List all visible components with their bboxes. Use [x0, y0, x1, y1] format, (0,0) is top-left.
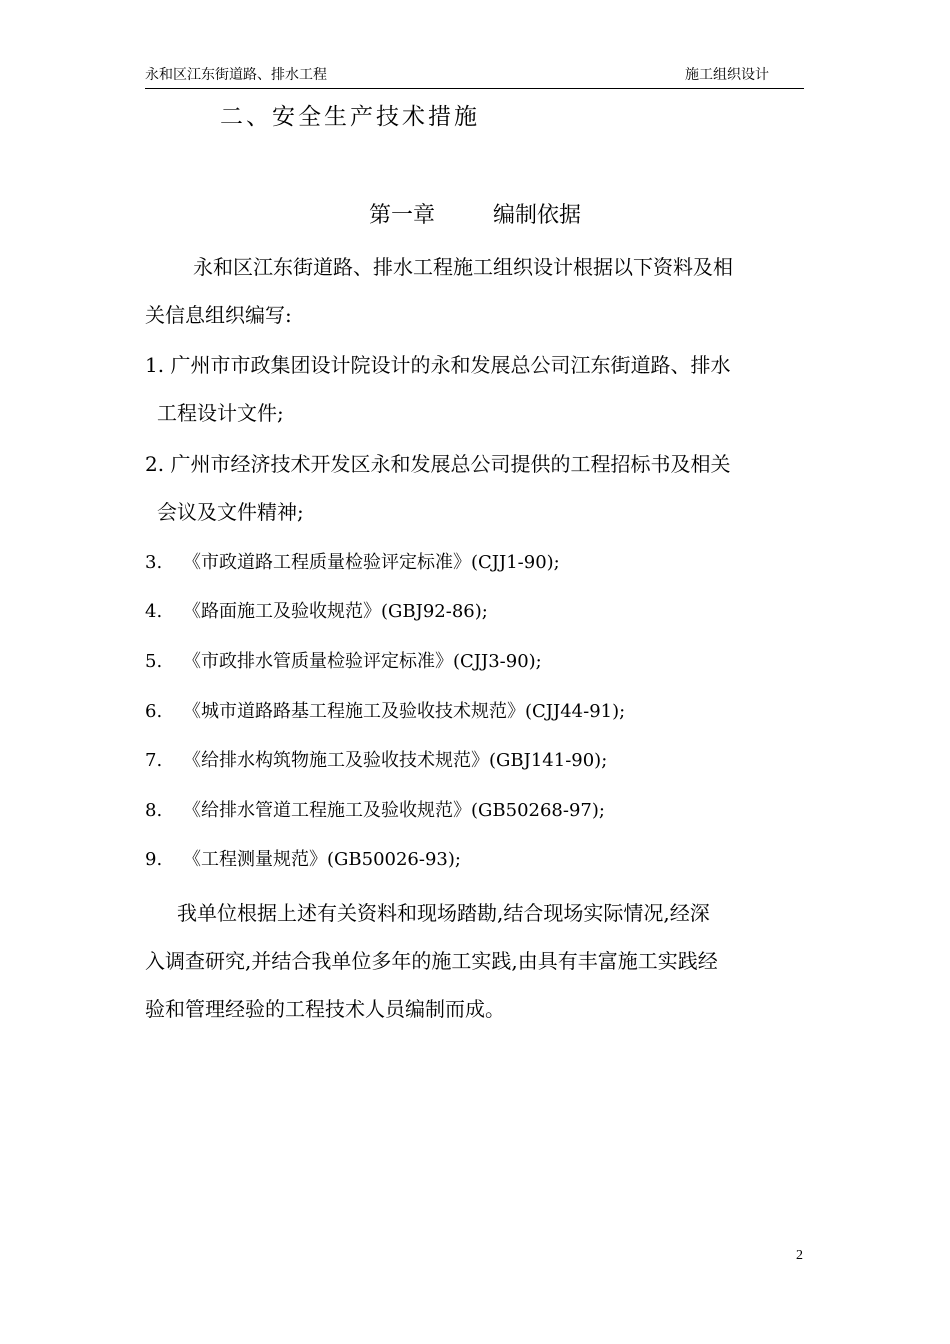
list-item-1 [145, 352, 730, 378]
list-item-6 [145, 700, 625, 724]
list-item-text: 广州市经济技术开发区永和发展总公司提供的工程招标书及相关 [170, 452, 731, 476]
list-item-number: 1. [145, 353, 165, 377]
list-item-text: 《城市道路路基工程施工及验收技术规范》(CJJ44-91); [183, 701, 626, 722]
list-item-number: 3. [145, 552, 163, 573]
conclusion-line-3: 验和管理经验的工程技术人员编制而成。 [145, 997, 505, 1021]
list-item-number: 8. [145, 800, 163, 821]
list-item-text: 《工程测量规范》(GB50026-93); [183, 849, 461, 870]
page-number: 2 [796, 1248, 803, 1263]
list-item-4 [145, 600, 488, 624]
header-document-type: 施工组织设计 [685, 68, 769, 83]
list-item-8 [145, 799, 605, 823]
list-item-number: 2. [145, 452, 165, 476]
list-item-number: 7. [145, 750, 163, 771]
list-item-9 [145, 848, 461, 872]
list-item-text: 《路面施工及验收规范》(GBJ92-86); [183, 601, 488, 622]
intro-line-1: 永和区江东街道路、排水工程施工组织设计根据以下资料及相 [193, 255, 733, 279]
page-header [145, 66, 804, 89]
chapter-name: 编制依据 [493, 203, 582, 228]
list-item-text: 《市政排水管质量检验评定标准》(CJJ3-90); [183, 651, 542, 672]
list-item-number: 6. [145, 701, 163, 722]
intro-line-2: 关信息组织编写: [145, 303, 292, 327]
list-item-text: 《给排水构筑物施工及验收技术规范》(GBJ141-90); [183, 750, 608, 771]
conclusion-line-1: 我单位根据上述有关资料和现场踏勘,结合现场实际情况,经深 [177, 901, 710, 925]
list-item-text: 《市政道路工程质量检验评定标准》(CJJ1-90); [183, 552, 560, 573]
list-item-number: 9. [145, 849, 163, 870]
list-item-5 [145, 650, 542, 674]
list-item-text: 广州市市政集团设计院设计的永和发展总公司江东街道路、排水 [170, 353, 731, 377]
section-title: 二、安全生产技术措施 [220, 104, 480, 130]
conclusion-line-2: 入调查研究,并结合我单位多年的施工实践,由具有丰富施工实践经 [145, 949, 718, 973]
header-project-name: 永和区江东街道路、排水工程 [145, 68, 327, 83]
list-item-2-continuation: 会议及文件精神; [157, 500, 304, 524]
list-item-2 [145, 451, 730, 477]
list-item-number: 4. [145, 601, 163, 622]
list-item-7 [145, 749, 607, 773]
chapter-title [0, 198, 950, 229]
list-item-3 [145, 551, 560, 575]
list-item-1-continuation: 工程设计文件; [157, 401, 284, 425]
list-item-text: 《给排水管道工程施工及验收规范》(GB50268-97); [183, 800, 605, 821]
chapter-number: 第一章 [368, 203, 435, 228]
list-item-number: 5. [145, 651, 163, 672]
